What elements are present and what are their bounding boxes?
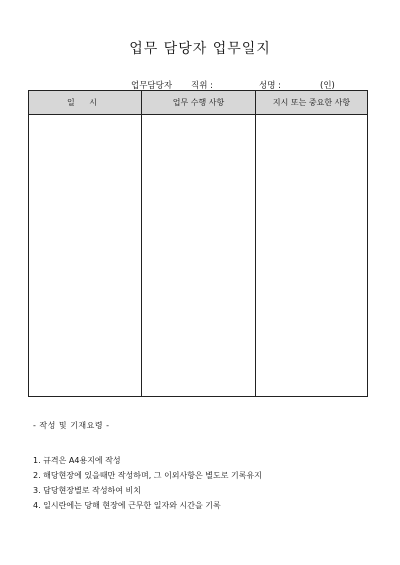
- guide-item: 2. 해당현장에 있을때만 작성하며, 그 이외사항은 별도로 기록유지: [33, 471, 262, 480]
- column-header-instructions: 지시 또는 중요한 사항: [272, 98, 351, 107]
- column-divider: [255, 91, 256, 396]
- rank-label: 직위 :: [191, 81, 213, 91]
- column-header-datetime: 일 시: [67, 98, 103, 107]
- column-header-work-performed: 업무 수행 사항: [172, 98, 225, 107]
- guide-item: 1. 규격은 A4용지에 작성: [33, 456, 121, 465]
- table-header: [29, 91, 367, 115]
- document-title: 업무 담당자 업무일지: [129, 41, 271, 57]
- work-log-table: [28, 90, 368, 397]
- manager-label: 업무담당자: [131, 81, 173, 91]
- guide-title: - 작성 및 기재요령 -: [33, 421, 110, 430]
- writing-guide: [33, 420, 262, 513]
- seal-label: (인): [320, 81, 335, 91]
- column-divider: [141, 91, 142, 396]
- name-label: 성명 :: [259, 81, 281, 91]
- guide-item: 4. 일시란에는 당해 현장에 근무한 일자와 시간을 기록: [33, 501, 221, 510]
- guide-item: 3. 담당현장별로 작성하여 비치: [33, 486, 141, 495]
